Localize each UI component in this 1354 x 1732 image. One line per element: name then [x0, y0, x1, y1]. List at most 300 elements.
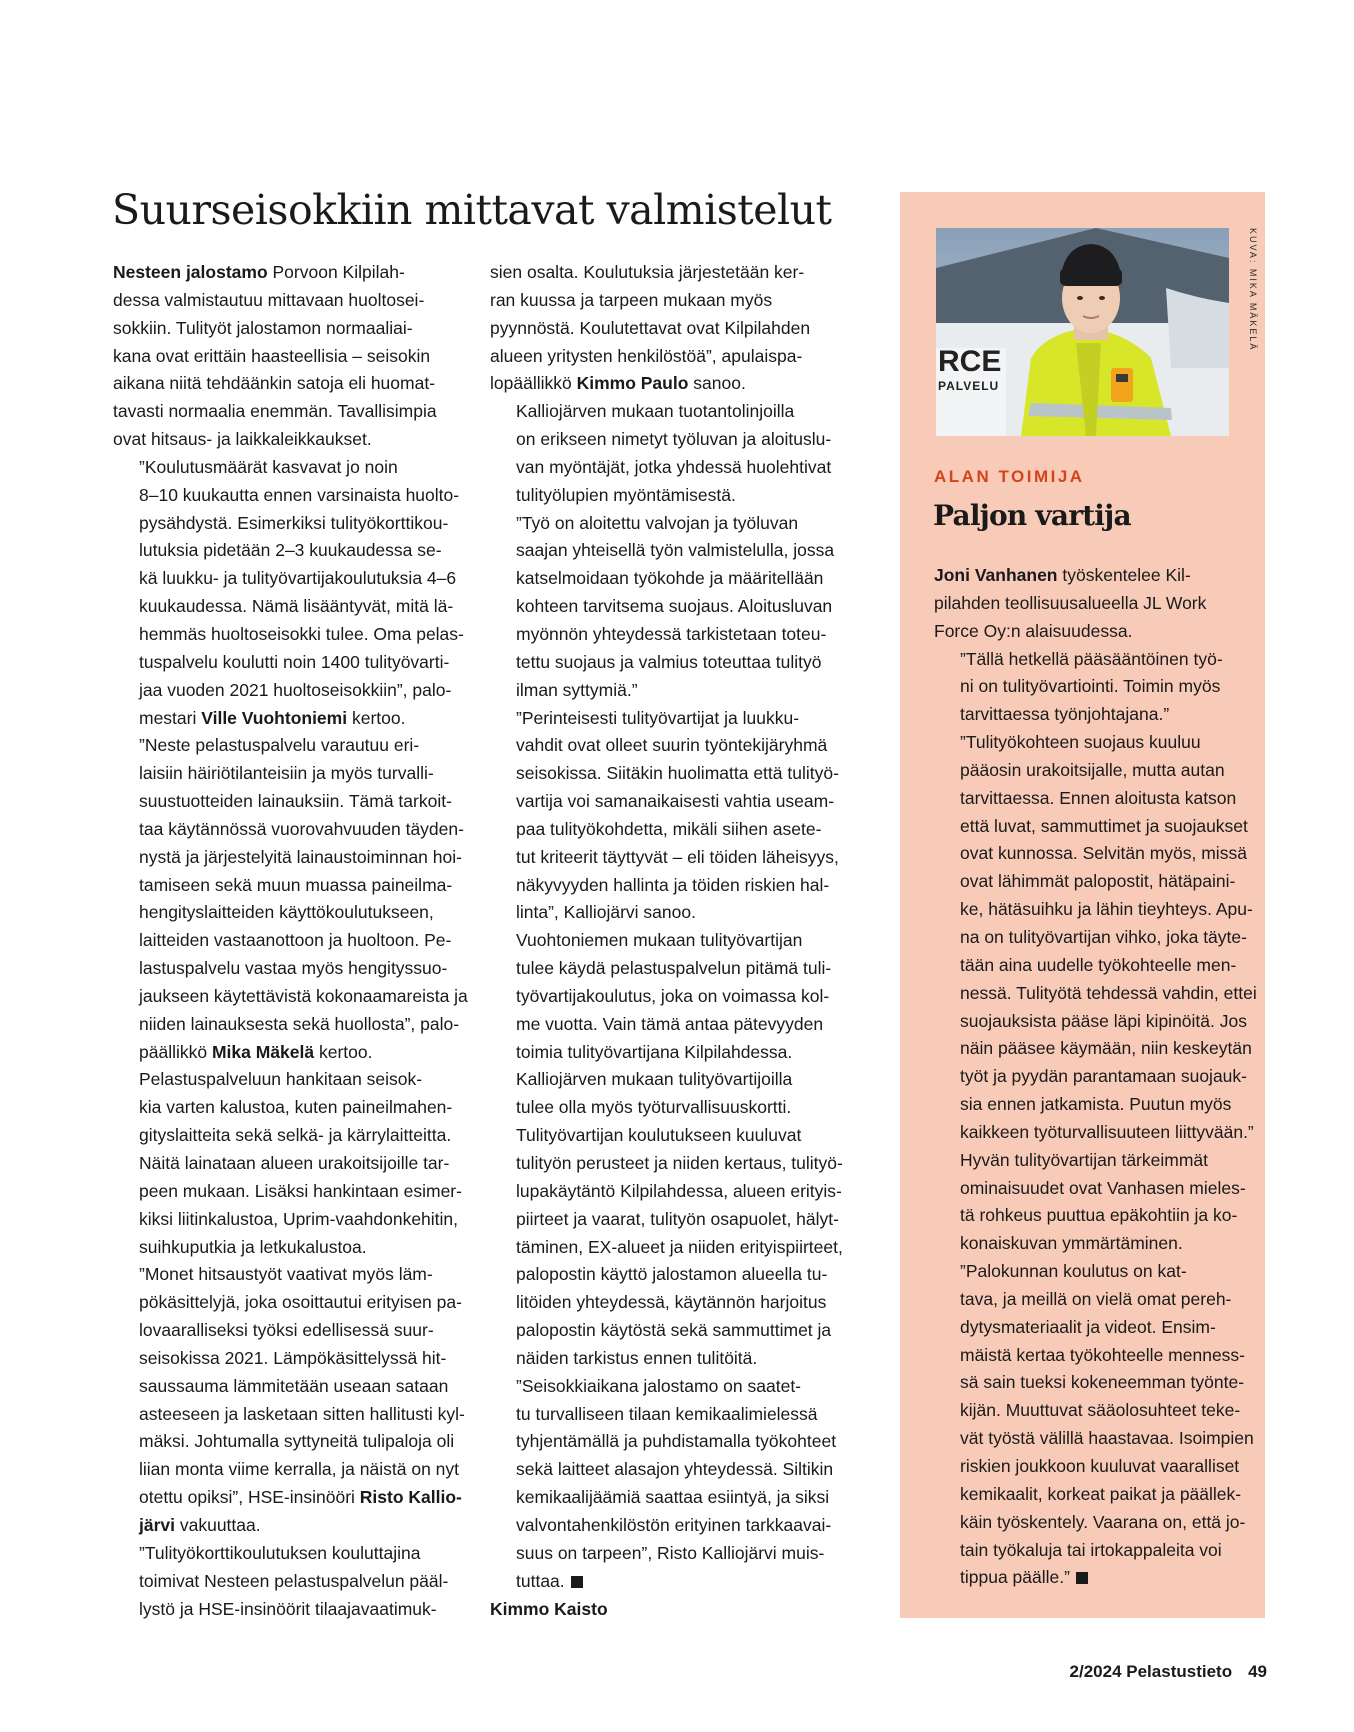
text-line	[113, 1150, 473, 1178]
text-run: ”Työ on aloitettu valvojan ja työluvan	[516, 512, 799, 533]
text-line	[490, 732, 850, 760]
text-line	[113, 677, 473, 705]
text-line	[490, 1122, 850, 1150]
text-run: vakuuttaa.	[175, 1514, 261, 1535]
text-run: työvartijakoulutus, joka on voimassa kol-	[516, 985, 830, 1006]
text-run: suus on tarpeen”, Risto Kalliojärvi muis-	[516, 1542, 825, 1563]
text-line	[113, 1568, 473, 1596]
bold-name: järvi	[139, 1514, 175, 1535]
text-run: päällikkö	[139, 1041, 212, 1062]
text-run: seisokissa. Siitäkin huolimatta että tulityö-	[516, 763, 839, 784]
bold-name: Ville Vuohtoniemi	[201, 707, 348, 728]
text-line	[490, 1178, 850, 1206]
text-run: pökäsittelyjä, joka osoittautui erityisen pa-	[139, 1292, 462, 1313]
text-run: hemmäs huoltoseisokki tulee. Oma pelas-	[139, 623, 464, 644]
text-line	[490, 482, 850, 510]
text-run: ke, hätäsuihku ja lähin tieyhteys. Apu-	[960, 899, 1253, 920]
text-run: konaiskuvan ymmärtäminen.	[960, 1233, 1183, 1254]
text-run: kiksi liitinkalustoa, Uprim-vaahdonkehitin,	[139, 1208, 459, 1229]
text-line	[113, 788, 473, 816]
text-run: pilahden teollisuusalueella JL Work	[934, 592, 1207, 613]
text-line	[490, 1373, 850, 1401]
text-line	[113, 1428, 473, 1456]
text-line	[113, 1234, 473, 1262]
text-line	[113, 983, 473, 1011]
text-run: Näitä lainataan alueen urakoitsijoille tar-	[139, 1153, 450, 1173]
sidebar-kicker: ALAN TOIMIJA	[934, 467, 1085, 486]
text-line	[113, 1122, 473, 1150]
text-line	[490, 1512, 850, 1540]
text-line	[490, 621, 850, 649]
author-byline: Kimmo Kaisto	[490, 1598, 608, 1619]
text-run: van myöntäjät, jotka yhdessä huolehtivat	[516, 456, 832, 477]
paragraph	[113, 1066, 473, 1261]
text-line	[113, 1261, 473, 1289]
text-line	[934, 1119, 1254, 1147]
text-line	[490, 1568, 850, 1596]
text-run: seisokissa 2021. Lämpökäsittelyssä hit-	[139, 1347, 447, 1368]
text-run: pääosin urakoitsijalle, mutta autan	[960, 759, 1225, 780]
text-run: kuukaudessa. Nämä lisääntyvät, mitä lä-	[139, 596, 454, 617]
text-line	[490, 705, 850, 733]
text-run: piirteet ja vaarat, tulityön osapuolet, hälyt-	[516, 1208, 839, 1229]
text-run: ”Seisokkiaikana jalostamo on saatet-	[516, 1375, 802, 1396]
text-line	[113, 1066, 473, 1094]
text-run: gityslaitteita sekä selkä- ja kärrylaitteitta.	[139, 1125, 452, 1146]
text-run: kemikaalit, korkeat paikat ja päällek-	[960, 1483, 1242, 1504]
text-run: pyynnöstä. Koulutettavat ovat Kilpilahden	[490, 317, 811, 338]
page-footer	[1070, 1662, 1267, 1682]
text-line	[113, 482, 473, 510]
text-run: laitteiden vastaanottoon ja huoltoon. Pe-	[139, 930, 452, 951]
text-line	[113, 1456, 473, 1484]
text-run: saajan yhteisellä työn valmistelulla, jossa	[516, 540, 835, 561]
text-line	[490, 983, 850, 1011]
text-line	[490, 1150, 850, 1178]
text-run: täminen, EX-alueet ja niiden erityispiirteet,	[516, 1236, 843, 1257]
text-line	[113, 955, 473, 983]
text-line	[934, 1147, 1254, 1175]
text-run: riskien joukkoon kuuluvat vaaralliset	[960, 1456, 1240, 1476]
text-run: vät työstä välillä haastavaa. Isoimpien	[960, 1428, 1254, 1449]
text-line	[113, 510, 473, 538]
text-run: tu turvalliseen tilaan kemikaalimielessä	[516, 1403, 818, 1424]
text-line	[490, 1039, 850, 1067]
text-line	[934, 1230, 1254, 1258]
text-run: toimia tulityövartijana Kilpilahdessa.	[516, 1041, 793, 1062]
text-line	[934, 896, 1254, 924]
text-run: jaa vuoden 2021 huoltoseisokkiin”, palo-	[139, 679, 452, 700]
text-line	[113, 315, 473, 343]
paragraph	[934, 562, 1254, 646]
text-line	[934, 562, 1254, 590]
text-line	[113, 1512, 473, 1540]
text-line	[490, 816, 850, 844]
text-line	[490, 1428, 850, 1456]
paragraph	[490, 927, 850, 1066]
text-line	[490, 426, 850, 454]
text-run: palopostin käytöstä sekä sammuttimet ja	[516, 1320, 832, 1341]
text-run: sokkiin. Tulityöt jalostamon normaaliai-	[113, 317, 413, 338]
portrait-illustration	[936, 228, 1229, 436]
text-line	[113, 1484, 473, 1512]
text-line	[934, 1481, 1254, 1509]
text-line	[934, 1063, 1254, 1091]
text-run: sia ennen jatkamista. Puutun myös	[960, 1094, 1232, 1115]
text-line	[490, 872, 850, 900]
text-run: tyhjentämällä ja puhdistamalla työkohteet	[516, 1431, 837, 1452]
text-run: suojauksista pääse läpi kipinöitä. Jos	[960, 1010, 1247, 1031]
text-run: näiden tarkistus ennen tulitöitä.	[516, 1347, 758, 1368]
bold-name: Joni Vanhanen	[934, 565, 1058, 585]
text-line	[934, 646, 1254, 674]
text-line	[934, 813, 1254, 841]
text-run: tään aina uudelle työkohteelle men-	[960, 954, 1237, 975]
text-run: kohteen tarvitsema suojaus. Aloitusluvan	[516, 596, 833, 617]
text-line	[113, 1094, 473, 1122]
text-run: saussauma lämmitetään useaan sataan	[139, 1375, 449, 1396]
text-line	[934, 924, 1254, 952]
text-run: lystö ja HSE-insinöörit tilaajavaatimuk-	[139, 1598, 437, 1619]
text-line	[934, 701, 1254, 729]
svg-text:RCE: RCE	[938, 345, 1002, 378]
text-run: tavasti normaalia enemmän. Tavallisimpia	[113, 401, 437, 422]
text-run: ominaisuudet ovat Vanhasen mieles-	[960, 1177, 1246, 1198]
paragraph	[113, 1540, 473, 1624]
text-line	[490, 454, 850, 482]
text-line	[490, 1261, 850, 1289]
text-run: suustuotteiden lainauksiin. Tämä tarkoit-	[139, 791, 452, 812]
text-run: lopäällikkö	[490, 373, 577, 394]
text-line	[934, 1175, 1254, 1203]
text-line	[934, 1091, 1254, 1119]
text-line	[490, 1484, 850, 1512]
text-run: tettu suojaus ja valmius toteuttaa tulityö	[516, 651, 822, 672]
text-run: kia varten kalustoa, kuten paineilmahen-	[139, 1097, 453, 1118]
text-run: tulee käydä pelastuspalvelun pitämä tuli-	[516, 958, 832, 979]
text-line	[113, 593, 473, 621]
text-run: lupakäytäntö Kilpilahdessa, alueen erityis-	[516, 1180, 842, 1201]
text-run: mestari	[139, 707, 202, 728]
text-line	[490, 844, 850, 872]
text-run: tain työkaluja tai irtokappaleita voi	[960, 1539, 1222, 1560]
paragraph	[113, 732, 473, 1066]
paragraph	[934, 729, 1257, 1147]
text-line	[490, 927, 850, 955]
end-square-icon	[571, 1576, 583, 1588]
text-run: litöiden yhteydessä, käytännön harjoitus	[516, 1292, 827, 1313]
text-run: niiden lainauksesta sekä huollosta”, palo-	[139, 1013, 460, 1034]
text-line	[113, 844, 473, 872]
bold-name: Nesteen jalostamo	[113, 262, 268, 282]
paragraph	[934, 646, 1254, 730]
text-run: ”Palokunnan koulutus on kat-	[960, 1261, 1187, 1282]
text-run: kertoo.	[314, 1041, 373, 1062]
text-line	[490, 510, 850, 538]
text-run: Kalliojärven mukaan tulityövartijoilla	[516, 1069, 793, 1090]
text-line	[113, 1178, 473, 1206]
text-run: peen mukaan. Lisäksi hankintaan esimer-	[139, 1180, 462, 1201]
text-line	[113, 1289, 473, 1317]
text-run: kemikaalijäämiä saattaa esiintyä, ja siksi	[516, 1487, 830, 1508]
text-line	[490, 593, 850, 621]
text-line	[490, 1456, 850, 1484]
text-run: hengityslaitteiden käyttökoulutukseen,	[139, 902, 434, 923]
text-line	[490, 1401, 850, 1429]
text-line	[934, 1008, 1254, 1036]
text-line	[934, 840, 1254, 868]
text-run: liian monta viime kerralla, ja näistä on nyt	[139, 1459, 460, 1480]
text-run: ”Monet hitsaustyöt vaativat myös läm-	[139, 1264, 433, 1285]
text-line	[934, 1425, 1254, 1453]
text-line	[113, 454, 473, 482]
text-line	[934, 1509, 1254, 1537]
text-line	[934, 1286, 1254, 1314]
text-run: tulityölupien myöntämisestä.	[516, 484, 736, 505]
text-line	[113, 1206, 473, 1234]
text-line	[113, 760, 473, 788]
text-run: katselmoidaan työkohde ja määritellään	[516, 568, 824, 589]
text-run: on erikseen nimetyt työluvan ja aloituslu-	[516, 429, 832, 450]
paragraph	[490, 259, 850, 398]
text-line	[490, 788, 850, 816]
text-line	[490, 259, 850, 287]
text-line	[490, 677, 850, 705]
text-run: vartija voi samanaikaisesti vahtia useam-	[516, 791, 835, 812]
text-line	[113, 1317, 473, 1345]
text-line	[113, 259, 473, 287]
text-line	[113, 649, 473, 677]
text-run: tamiseen sekä muun muassa paineilma-	[139, 874, 453, 895]
text-line	[113, 287, 473, 315]
text-line	[490, 1317, 850, 1345]
text-run: laisiin häiriötilanteisiin ja myös turvalli-	[139, 763, 434, 784]
text-run: ”Tällä hetkellä pääsääntöinen työ-	[960, 648, 1223, 669]
text-run: näkyvyyden hallinta ja töiden riskien hal-	[516, 874, 830, 895]
text-line	[934, 1537, 1254, 1565]
text-line	[113, 1345, 473, 1373]
text-run: tulityön perusteet ja niiden kertaus, tulityö-	[516, 1153, 843, 1173]
sidebar-box	[900, 192, 1265, 1618]
text-run: lutuksia pidetään 2–3 kuukaudessa se-	[139, 540, 442, 561]
text-run: näin pääsee käymään, niin keskeytän	[960, 1038, 1252, 1059]
text-run: tuspalvelu koulutti noin 1400 tulityövarti-	[139, 651, 450, 672]
text-run: kaikkeen työturvallisuuteen liittyvään.”	[960, 1121, 1254, 1142]
text-line	[113, 426, 473, 454]
sidebar-body	[934, 562, 1257, 1592]
text-line	[934, 618, 1254, 646]
text-run: otettu opiksi”, HSE-insinööri	[139, 1487, 360, 1508]
text-run: kana ovat erittäin haasteellisia – seisokin	[113, 345, 431, 366]
text-line	[113, 565, 473, 593]
text-line	[490, 1289, 850, 1317]
text-run: sä sain tueksi kokeneemman työnte-	[960, 1372, 1245, 1393]
text-line	[113, 398, 473, 426]
text-line	[490, 565, 850, 593]
text-run: ”Tulityökohteen suojaus kuuluu	[960, 732, 1201, 753]
article-headline: Suurseisokkiin mittavat valmistelut	[112, 186, 832, 234]
text-line	[934, 980, 1257, 1008]
text-line	[934, 757, 1254, 785]
text-line	[490, 1206, 850, 1234]
text-run: linta”, Kalliojärvi sanoo.	[516, 902, 696, 923]
paragraph	[934, 1258, 1254, 1592]
text-line	[113, 537, 473, 565]
text-line	[113, 1011, 473, 1039]
text-run: dessa valmistautuu mittavaan huoltosei-	[113, 289, 425, 310]
text-run: tippua päälle.”	[960, 1567, 1070, 1588]
text-run: aikana niitä tehdäänkin satoja eli huomat-	[113, 373, 436, 394]
text-line	[113, 1401, 473, 1429]
text-run: lovaaralliseksi työksi edellisessä suur-	[139, 1320, 434, 1341]
text-line	[490, 649, 850, 677]
text-run: asteeseen ja lasketaan sitten hallitusti kyl-	[139, 1403, 465, 1424]
text-line	[113, 1540, 473, 1568]
issue-label: 2/2024 Pelastustieto	[1069, 1662, 1233, 1681]
paragraph	[113, 454, 473, 732]
paragraph	[490, 1122, 850, 1373]
text-run: kijän. Muuttuvat sääolosuhteet teke-	[960, 1400, 1241, 1421]
text-line	[490, 1540, 850, 1568]
text-run: Kalliojärven mukaan tuotantolinjoilla	[516, 401, 795, 422]
text-run: ”Neste pelastuspalvelu varautuu eri-	[139, 735, 420, 756]
text-run: tulee olla myös työturvallisuuskortti.	[516, 1097, 792, 1118]
text-run: vahdit ovat olleet suurin työntekijäryhmä	[516, 735, 828, 756]
text-run: ran kuussa ja tarpeen mukaan myös	[490, 289, 773, 310]
text-run: mäistä kertaa työkohteelle menness-	[960, 1344, 1245, 1365]
text-run: Force Oy:n alaisuudessa.	[934, 620, 1133, 641]
text-line	[490, 315, 850, 343]
text-line	[113, 1373, 473, 1401]
text-line	[490, 537, 850, 565]
text-line	[490, 343, 850, 371]
text-run: pysähdystä. Esimerkiksi tulityökorttikou-	[139, 512, 449, 533]
bold-name: Mika Mäkelä	[211, 1041, 315, 1062]
text-run: ovat lähimmät palopostit, hätäpaini-	[960, 871, 1236, 892]
text-line	[490, 1094, 850, 1122]
text-line	[113, 899, 473, 927]
text-run: ovat hitsaus- ja laikkaleikkaukset.	[113, 429, 372, 450]
text-line	[490, 955, 850, 983]
text-run: kä luukku- ja tulityövartijakoulutuksia 4–6	[139, 568, 457, 589]
text-run: että luvat, sammuttimet ja suojaukset	[960, 815, 1248, 836]
text-run: toimivat Nesteen pelastuspalvelun pääl-	[139, 1570, 449, 1591]
text-run: sien osalta. Koulutuksia järjestetään ker-	[490, 262, 805, 282]
text-line	[490, 1234, 850, 1262]
article-column-1	[113, 259, 473, 1623]
text-run: me vuotta. Vain tämä antaa pätevyyden	[516, 1013, 824, 1034]
text-line	[490, 760, 850, 788]
text-run: nystä ja järjestelyitä lainaustoiminnan hoi-	[139, 846, 462, 867]
text-line	[934, 590, 1254, 618]
text-line	[934, 785, 1254, 813]
text-line	[113, 1596, 473, 1624]
text-run: tuttaa.	[516, 1570, 565, 1591]
text-line	[113, 621, 473, 649]
paragraph	[934, 1147, 1254, 1258]
text-line	[113, 927, 473, 955]
text-line	[490, 1066, 850, 1094]
text-run: tä rohkeus puuttua epäkohtiin ja ko-	[960, 1205, 1238, 1226]
text-run: palopostin käyttö jalostamon alueella tu-	[516, 1264, 828, 1285]
text-run: lastuspalvelu vastaa myös hengityssuo-	[139, 958, 448, 979]
text-run: Pelastuspalveluun hankitaan seisok-	[139, 1069, 423, 1090]
text-run: Hyvän tulityövartijan tärkeimmät	[960, 1149, 1208, 1170]
text-run: suihkuputkia ja letkukalustoa.	[139, 1236, 367, 1257]
text-line	[113, 705, 473, 733]
paragraph	[490, 398, 850, 509]
text-line	[113, 370, 473, 398]
text-line	[113, 816, 473, 844]
text-run: ”Tulityökorttikoulutuksen kouluttajina	[139, 1542, 421, 1563]
text-run: sekä laitteet alasajon yhteydessä. Siltikin	[516, 1459, 834, 1480]
text-run: työt ja pyydän parantamaan suojauk-	[960, 1066, 1247, 1087]
text-run: alueen yritysten henkilöstöä”, apulaispa-	[490, 345, 803, 366]
text-line	[934, 1342, 1254, 1370]
bold-name: Risto Kallio-	[359, 1487, 462, 1508]
text-line	[934, 1035, 1254, 1063]
text-run: ”Perinteisesti tulityövartijat ja luukku-	[516, 707, 800, 728]
text-run: nessä. Tulityötä tehdessä vahdin, ettei	[960, 982, 1257, 1003]
text-line	[934, 868, 1254, 896]
text-line	[934, 1453, 1254, 1481]
text-line	[934, 1314, 1254, 1342]
text-run: Tulityövartijan koulutukseen kuuluvat	[516, 1125, 802, 1146]
text-line	[934, 673, 1254, 701]
text-run: käin työskentely. Vaarana on, että jo-	[960, 1511, 1246, 1532]
svg-text:PALVELU: PALVELU	[938, 379, 1000, 393]
text-run: tut kriteerit täyttyvät – eli töiden läheisyys,	[516, 846, 839, 867]
paragraph	[490, 705, 850, 928]
text-run: myönnön yhteydessä tarkistetaan toteu-	[516, 623, 827, 644]
paragraph	[113, 259, 473, 454]
text-line	[113, 732, 473, 760]
text-run: Porvoon Kilpilah-	[267, 262, 405, 282]
text-line	[490, 1011, 850, 1039]
page-number: 49	[1248, 1662, 1267, 1681]
text-run: mäksi. Johtumalla syttyneitä tulipaloja oli	[139, 1431, 455, 1452]
text-run: tarvittaessa työnjohtajana.”	[960, 704, 1170, 725]
text-line	[490, 1345, 850, 1373]
text-run: paa tulityökohdetta, mikäli siihen asete-	[516, 818, 822, 839]
text-line	[490, 398, 850, 426]
text-line	[113, 872, 473, 900]
text-run: ovat kunnossa. Selvitän myös, missä	[960, 843, 1247, 864]
text-line	[934, 952, 1254, 980]
text-run: ni on tulityövartiointi. Toimin myös	[960, 676, 1221, 697]
text-run: jaukseen käytettävistä kokonaamareista ja	[139, 985, 468, 1006]
photo-credit: KUVA: MIKA MÄKELÄ	[1248, 228, 1258, 352]
paragraph	[490, 510, 850, 705]
text-line	[113, 343, 473, 371]
text-line	[490, 370, 850, 398]
text-run: kertoo.	[347, 707, 406, 728]
text-run: sanoo.	[688, 373, 746, 394]
text-line	[934, 1369, 1254, 1397]
text-line	[490, 287, 850, 315]
text-line	[490, 899, 850, 927]
text-line	[934, 1397, 1254, 1425]
paragraph	[490, 1373, 850, 1596]
paragraph	[490, 1066, 850, 1122]
text-run: ilman syttymiä.”	[516, 679, 638, 700]
text-run: valvontahenkilöstön erityinen tarkkaavai-	[516, 1514, 832, 1535]
text-line	[113, 1039, 473, 1067]
end-square-icon	[1076, 1572, 1088, 1584]
text-run: taa käytännössä vuorovahvuuden täyden-	[139, 818, 464, 839]
text-run: Vuohtoniemen mukaan tulityövartijan	[516, 930, 803, 951]
text-line	[934, 1258, 1254, 1286]
